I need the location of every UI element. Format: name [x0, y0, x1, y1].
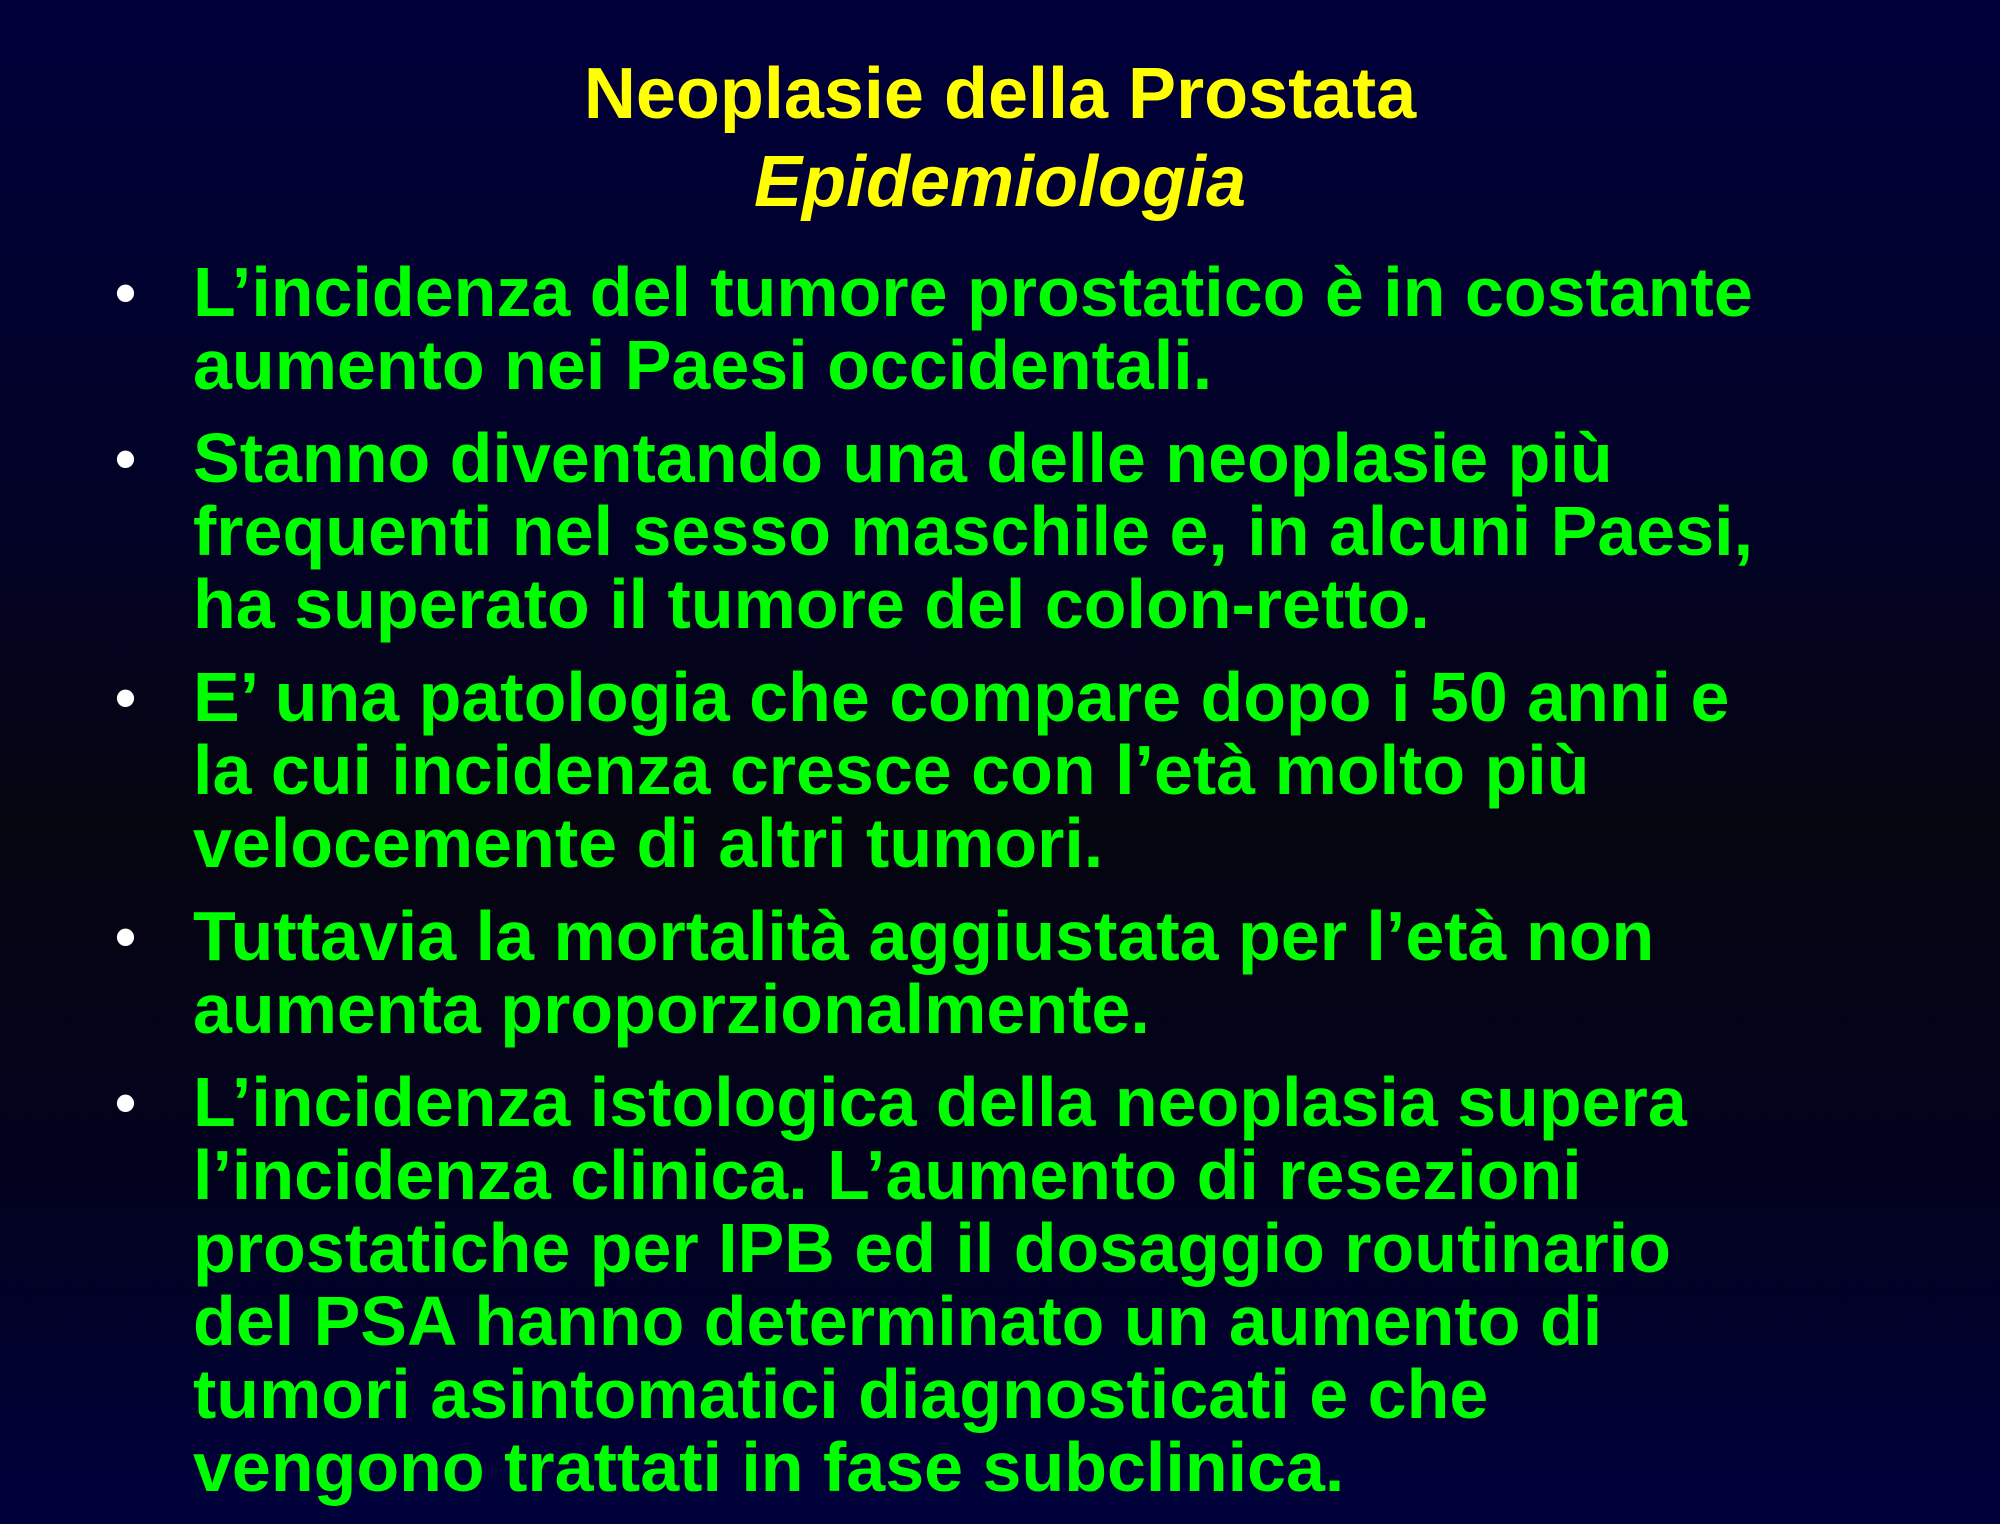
bullet-icon: • — [115, 903, 137, 970]
bullet-item — [115, 419, 1915, 643]
bullet-text-line: L’incidenza istologica della neoplasia supera — [193, 1063, 1687, 1141]
bullet-text-line: prostatiche per IPB ed il dosaggio routinario — [193, 1209, 1671, 1287]
title-block — [0, 50, 2000, 226]
bullet-text-line: aumento nei Paesi occidentali. — [193, 326, 1213, 404]
bullet-text-line: vengono trattati in fase subclinica. — [193, 1428, 1345, 1506]
bullet-item — [115, 1063, 1915, 1506]
bullet-text-line: aumenta proporzionalmente. — [193, 970, 1150, 1048]
slide-title: Neoplasie della Prostata — [583, 54, 1417, 134]
bullet-item — [115, 253, 1915, 404]
bullet-text-line: frequenti nel sesso maschile e, in alcuni Paesi, — [193, 492, 1754, 570]
bullet-text-line: la cui incidenza cresce con l’età molto più — [193, 731, 1590, 809]
bullet-text-line: velocemente di altri tumori. — [193, 804, 1104, 882]
bullet-icon: • — [115, 1069, 137, 1136]
bullet-text-line: del PSA hanno determinato un aumento di — [193, 1282, 1603, 1360]
bullet-text-line: tumori asintomatici diagnosticati e che — [193, 1355, 1489, 1433]
bullet-icon: • — [115, 664, 137, 731]
bullet-item — [115, 658, 1915, 882]
bullet-list — [115, 253, 1915, 1524]
bullet-icon: • — [115, 425, 137, 492]
bullet-text-line: L’incidenza del tumore prostatico è in costante — [193, 253, 1753, 331]
bullet-text-line: Stanno diventando una delle neoplasie più — [193, 419, 1613, 497]
bullet-text-line: l’incidenza clinica. L’aumento di resezioni — [193, 1136, 1582, 1214]
bullet-text-line: E’ una patologia che compare dopo i 50 anni e — [193, 658, 1730, 736]
slide-subtitle: Epidemiologia — [753, 142, 1247, 222]
bullet-icon: • — [115, 259, 137, 326]
bullet-item — [115, 897, 1915, 1048]
bullet-text-line: ha superato il tumore del colon-retto. — [193, 565, 1430, 643]
bullet-text-line: Tuttavia la mortalità aggiustata per l’età non — [193, 897, 1655, 975]
